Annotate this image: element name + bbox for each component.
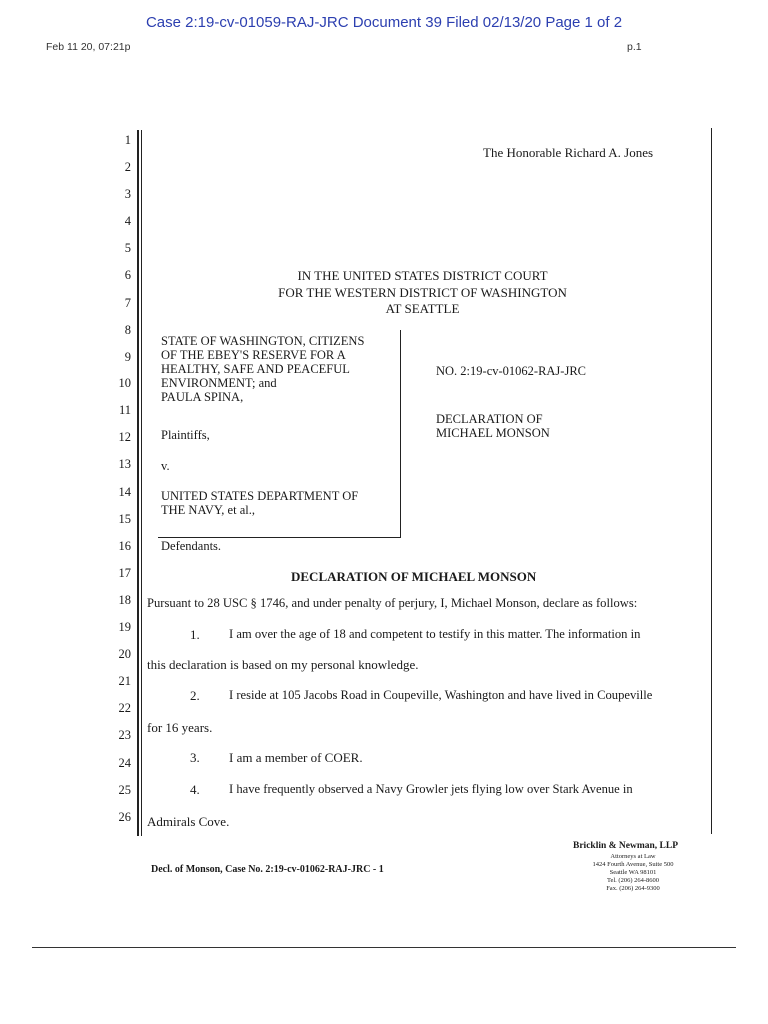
paragraph-text: I have frequently observed a Navy Growler jets flying low over Stark Avenue in [229,782,633,796]
line-number: 13 [118,457,131,471]
case-number: NO. 2:19-cv-01062-RAJ-JRC [436,364,586,378]
defendants-label: Defendants. [161,539,222,553]
line-number: 2 [124,160,131,174]
caption-bottom-rule [158,537,401,538]
fax-page-number: p.1 [627,41,642,53]
line-number: 3 [124,187,131,201]
judge-name: The Honorable Richard A. Jones [483,145,654,160]
court-name-line2: FOR THE WESTERN DISTRICT OF WASHINGTON [278,285,567,300]
versus-label: v. [161,459,170,473]
line-number: 24 [118,756,131,770]
line-number: 20 [118,647,131,661]
line-number: 16 [118,539,131,553]
law-firm-details: Attorneys at Law 1424 Fourth Avenue, Suite 500 Seattle WA 98101 Tel. (206) 264-8600 Fax. (206) 264-9300 [592,853,674,892]
law-firm-name: Bricklin & Newman, LLP [573,841,679,851]
paragraph-text: I reside at 105 Jacobs Road in Coupeville, Washington and have lived in Coupeville [229,688,653,702]
plaintiffs-names: STATE OF WASHINGTON, CITIZENS OF THE EBEY'S RESERVE FOR A HEALTHY, SAFE AND PEACEFUL ENVIRONMENT; and PAULA SPINA, [161,334,365,404]
defendants-names: UNITED STATES DEPARTMENT OF THE NAVY, et al., [161,489,359,517]
line-number: 21 [118,674,131,688]
left-margin-rule [137,130,139,836]
line-number: 25 [118,783,131,797]
line-number: 6 [124,268,131,282]
page-bottom-rule [32,947,736,948]
document-title: DECLARATION OF MICHAEL MONSON [436,412,550,440]
paragraph-number: 2. [190,688,200,703]
paragraph-text-continued: Admirals Cove. [147,814,230,829]
paragraph-number: 1. [190,627,200,642]
plaintiffs-label: Plaintiffs, [161,428,210,442]
court-location: AT SEATTLE [385,301,460,316]
right-margin-rule [711,128,712,834]
line-number: 10 [118,376,131,390]
line-number: 7 [124,296,131,310]
paragraph-text-continued: for 16 years. [147,720,213,735]
line-number: 1 [124,133,131,147]
line-number: 4 [124,214,131,228]
case-stamp: Case 2:19-cv-01059-RAJ-JRC Document 39 Filed 02/13/20 Page 1 of 2 [145,14,623,31]
court-name-line1: IN THE UNITED STATES DISTRICT COURT [297,268,548,283]
paragraph-text-continued: this declaration is based on my personal knowledge. [147,657,419,672]
declaration-heading: DECLARATION OF MICHAEL MONSON [291,569,537,584]
paragraph-number: 4. [190,782,200,797]
line-number: 18 [118,593,131,607]
footer-declaration-caption: Decl. of Monson, Case No. 2:19-cv-01062-RAJ-JRC - 1 [151,864,384,875]
line-number: 22 [118,701,131,715]
line-number: 26 [118,810,131,824]
line-number: 9 [124,350,131,364]
intro-paragraph: Pursuant to 28 USC § 1746, and under penalty of perjury, I, Michael Monson, declare as follows: [147,596,638,610]
paragraph-text: I am a member of COER. [229,750,363,765]
line-number: 12 [118,430,131,444]
line-number: 5 [124,241,131,255]
line-number: 15 [118,512,131,526]
caption-divider [400,330,401,537]
fax-timestamp: Feb 11 20, 07:21p [46,41,131,53]
paragraph-number: 3. [190,750,200,765]
paragraph-text: I am over the age of 18 and competent to testify in this matter. The information in [229,627,641,641]
line-number: 14 [118,485,131,499]
line-number: 17 [118,566,131,580]
line-number: 23 [118,728,131,742]
line-number: 19 [118,620,131,634]
line-number: 11 [118,403,131,417]
line-number: 8 [124,323,131,337]
left-margin-rule-inner [141,130,142,836]
